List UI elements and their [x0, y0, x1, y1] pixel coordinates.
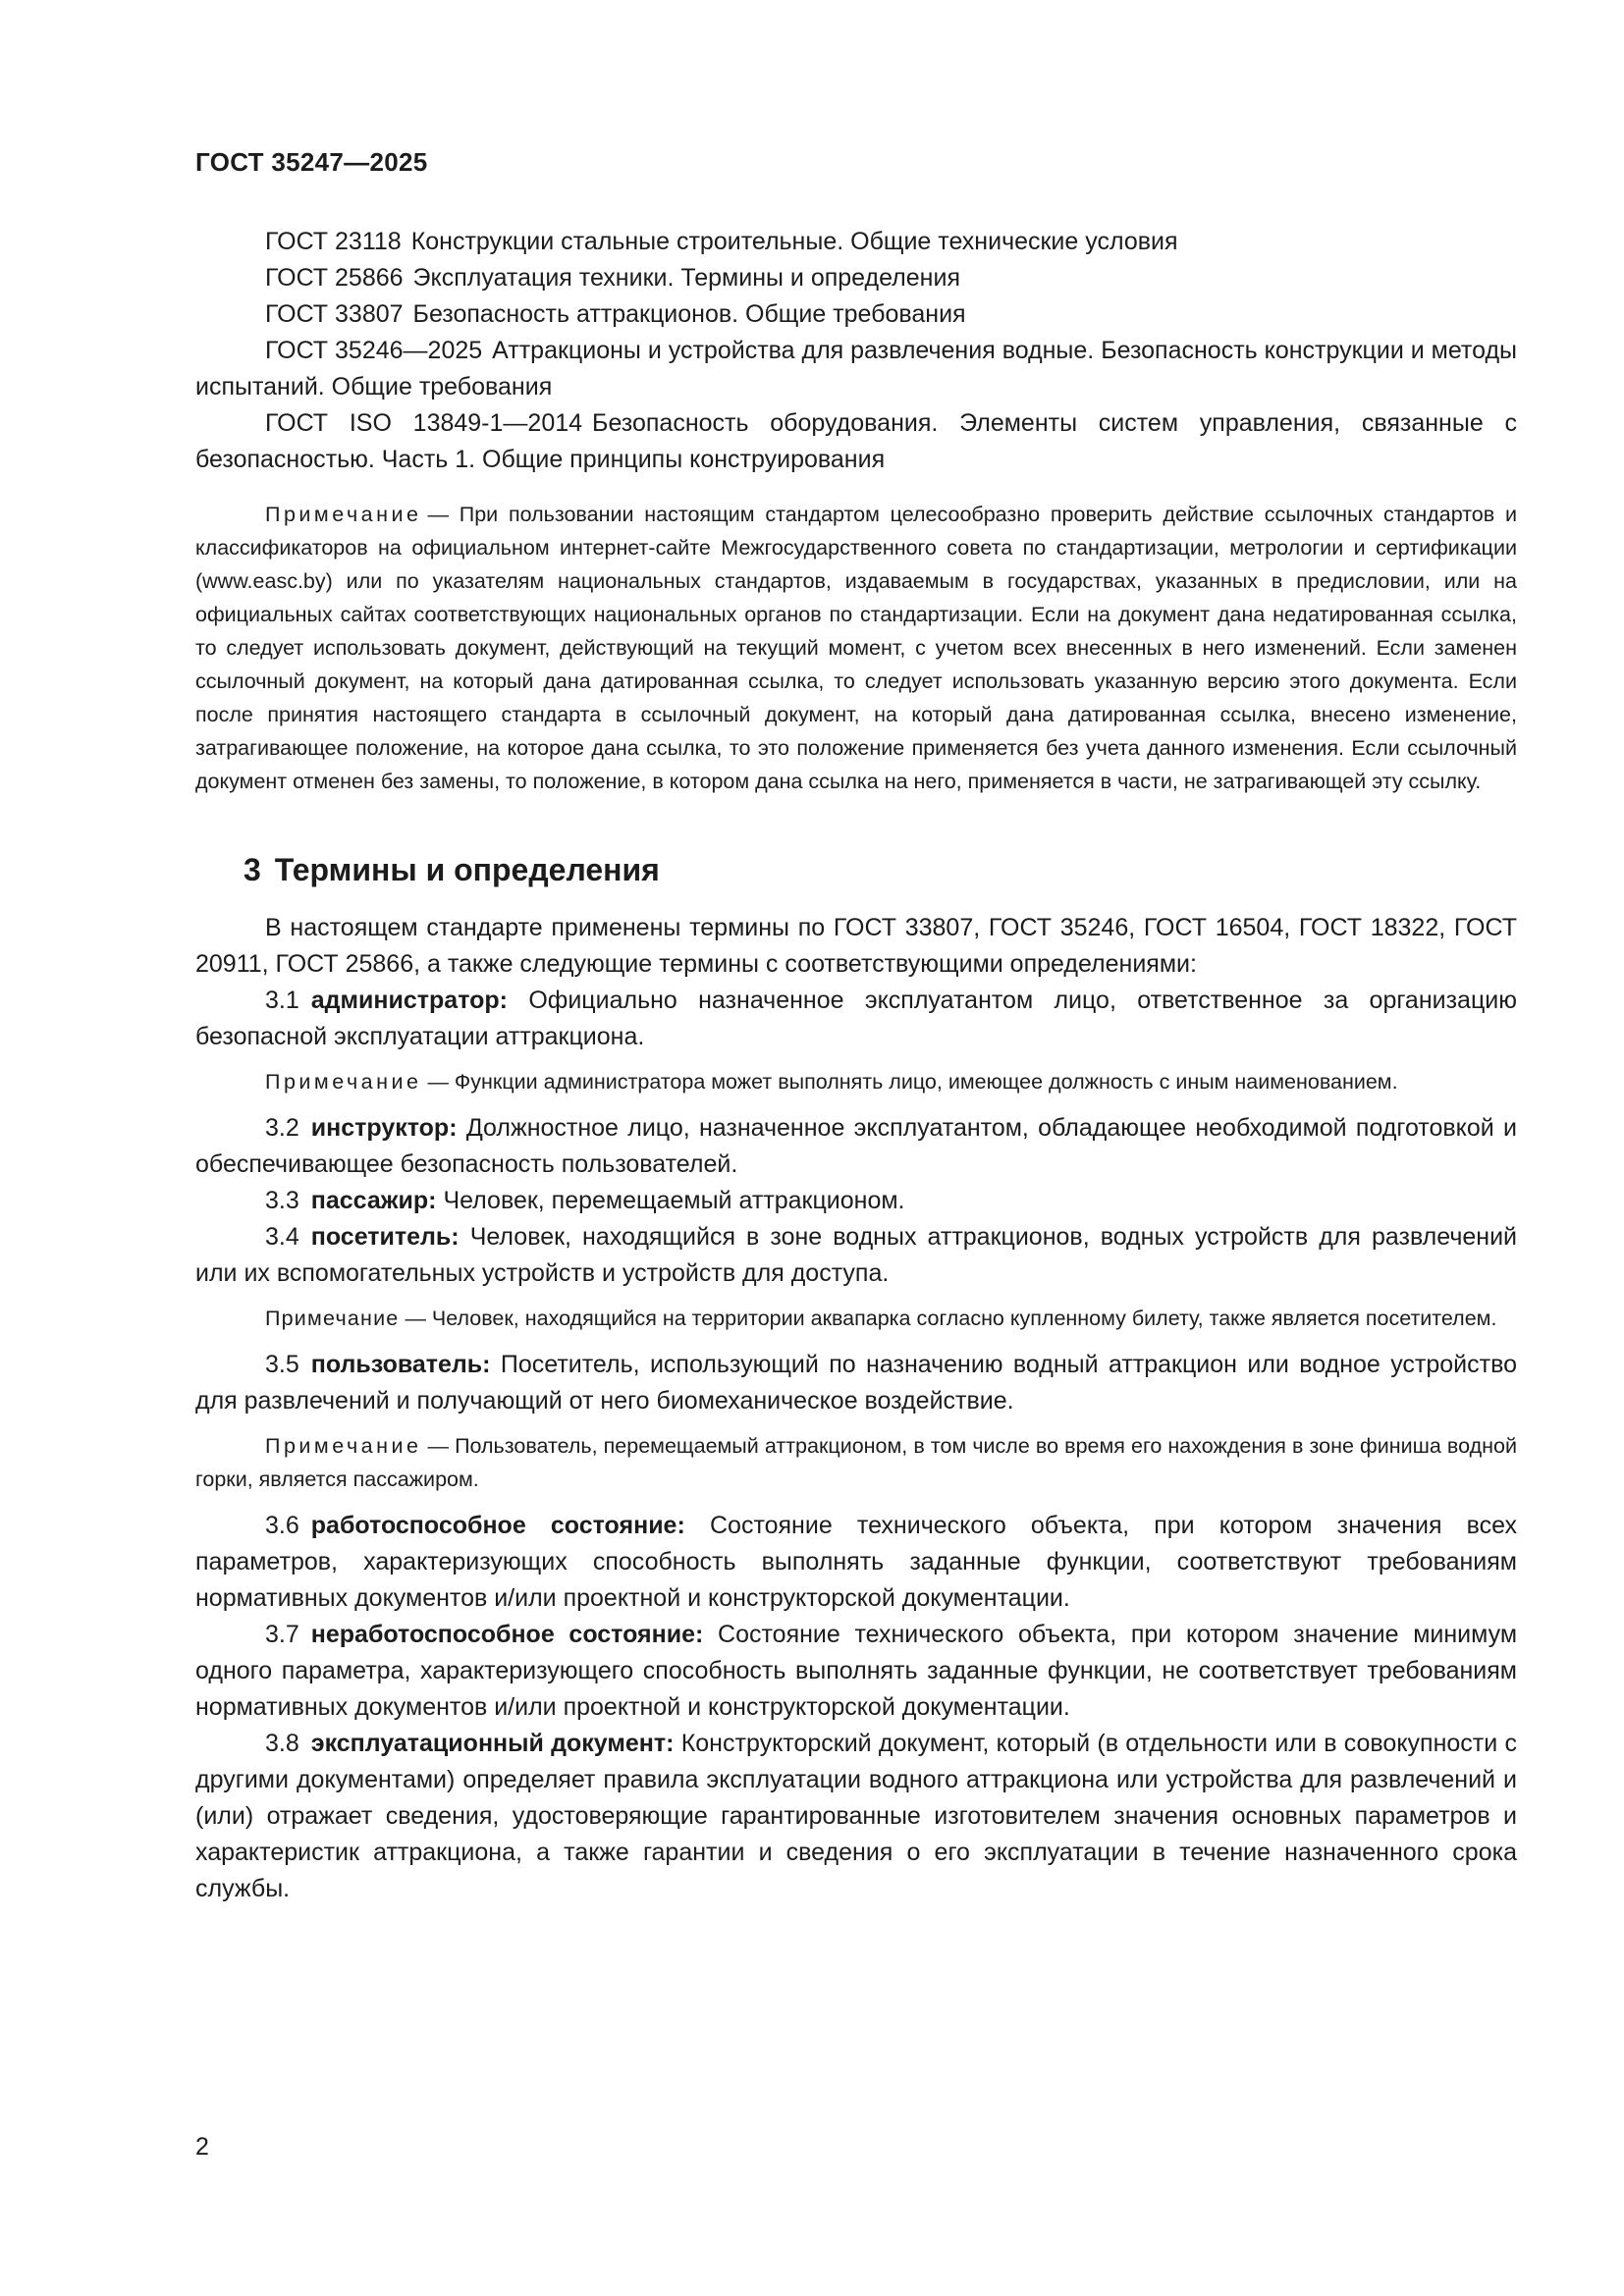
note-label: Примечание	[265, 1307, 400, 1330]
reference-code: ГОСТ 23118	[265, 228, 402, 255]
reference-code: ГОСТ 35246—2025	[265, 337, 483, 364]
term-number: 3.7	[265, 1621, 299, 1648]
reference-code: ГОСТ 25866	[265, 264, 404, 292]
term-3-1	[195, 983, 1517, 1055]
term-definition: Конструкторский документ, который (в отдельности или в совокупности с другими документами) определяет правила эксплуатации водного аттракциона или устройства для развлечений и (или) отражает сведения, удостоверяющие гарантированные изготовителем значения основных параметров и характеристик аттракциона, а также гарантии и сведения о его эксплуатации в течение назначенного срока службы.	[195, 1730, 1517, 1902]
note-text: — При пользовании настоящим стандартом целесообразно проверить действие ссылочных стандартов и классификаторов на официальном интернет-сайте Межгосударственного совета по стандартизации, метрологии и сертификации (www.easc.by) или по указателям национальных стандартов, издаваемым в государствах, указанных в предисловии, или на официальных сайтах соответствующих национальных органов по стандартизации. Если на документ дана недатированная ссылка, то следует использовать документ, действующий на текущий момент, с учетом всех внесенных в него изменений. Если заменен ссылочный документ, на который дана датированная ссылка, то следует использовать указанную версию этого документа. Если после принятия настоящего стандарта в ссылочный документ, на который дана датированная ссылка, внесено изменение, затрагивающее положение, на которое дана ссылка, то это положение применяется без учета данного изменения. Если ссылочный документ отменен без замены, то положение, в котором дана ссылка на него, применяется в части, не затрагивающей эту ссылку.	[195, 503, 1517, 793]
note-label: Примечание	[265, 503, 422, 526]
note-label: Примечание	[265, 1434, 422, 1458]
term-3-4	[195, 1219, 1517, 1292]
page-number: 2	[195, 2133, 209, 2161]
reference-code: ГОСТ ISO 13849-1—2014	[265, 409, 583, 437]
term-definition: Человек, находящийся в зоне водных аттракционов, водных устройств для развлечений или их вспомогательных устройств и устройств для доступа.	[195, 1223, 1517, 1287]
term-3-8	[195, 1726, 1517, 1907]
note-text: — Функции администратора может выполнять лицо, имеющее должность с иным наименованием.	[427, 1070, 1398, 1094]
term-note	[195, 1429, 1517, 1496]
reference-item	[195, 224, 1517, 260]
reference-title: Безопасность аттракционов. Общие требования	[412, 300, 966, 328]
reference-note	[195, 498, 1517, 798]
term-3-3	[195, 1183, 1517, 1219]
section-number: 3	[244, 852, 261, 887]
section-heading: Термины и определения	[274, 852, 660, 887]
term-number: 3.3	[265, 1187, 299, 1214]
reference-title: Эксплуатация техники. Термины и определения	[412, 264, 960, 292]
term-note	[195, 1302, 1517, 1335]
term-name: эксплуатационный документ:	[310, 1730, 675, 1757]
term-definition: Человек, перемещаемый аттракционом.	[443, 1187, 905, 1214]
term-note	[195, 1065, 1517, 1098]
note-text: — Человек, находящийся на территории аквапарка согласно купленному билету, также является посетителем.	[405, 1307, 1497, 1330]
reference-title: Безопасность оборудования. Элементы систем управления, связанные с безопасностью. Часть 1. Общие принципы конструирования	[195, 409, 1517, 473]
term-name: посетитель:	[310, 1223, 460, 1251]
document-header: ГОСТ 35247—2025	[195, 147, 428, 177]
note-text: — Пользователь, перемещаемый аттракционом, в том числе во время его нахождения в зоне финиша водной горки, является пассажиром.	[195, 1434, 1517, 1491]
term-definition: Посетитель, использующий по назначению водный аттракцион или водное устройство для развлечений и получающий от него биомеханическое воздействие.	[195, 1351, 1517, 1415]
reference-item	[195, 260, 1517, 296]
reference-item	[195, 296, 1517, 333]
section-title	[195, 852, 1517, 888]
term-3-2	[195, 1110, 1517, 1183]
term-name: инструктор:	[310, 1114, 458, 1142]
term-name: пользователь:	[310, 1351, 491, 1378]
reference-item	[195, 405, 1517, 478]
document-body	[195, 224, 1517, 1907]
reference-item	[195, 333, 1517, 405]
term-name: администратор:	[310, 987, 508, 1014]
reference-code: ГОСТ 33807	[265, 300, 404, 328]
term-name: неработоспособное состояние:	[310, 1621, 704, 1648]
term-name: работоспособное состояние:	[310, 1512, 685, 1539]
term-3-7	[195, 1617, 1517, 1726]
term-name: пассажир:	[310, 1187, 437, 1214]
term-number: 3.5	[265, 1351, 299, 1378]
term-number: 3.2	[265, 1114, 299, 1142]
term-number: 3.4	[265, 1223, 299, 1251]
term-definition: Состояние технического объекта, при котором значения всех параметров, характеризующих способность выполнять заданные функции, соответствуют требованиям нормативных документов и/или проектной и конструкторской документации.	[195, 1512, 1518, 1612]
term-number: 3.1	[265, 987, 299, 1014]
term-definition: Должностное лицо, назначенное эксплуатантом, обладающее необходимой подготовкой и обеспечивающее безопасность пользователей.	[195, 1114, 1517, 1178]
term-3-6	[195, 1508, 1517, 1617]
term-number: 3.6	[265, 1512, 299, 1539]
term-3-5	[195, 1347, 1517, 1419]
reference-title: Конструкции стальные строительные. Общие технические условия	[410, 228, 1178, 255]
term-definition: Официально назначенное эксплуатантом лицо, ответственное за организацию безопасной эксплуатации аттракциона.	[195, 987, 1517, 1050]
term-definition: Состояние технического объекта, при котором значение минимум одного параметра, характеризующего способность выполнять заданные функции, не соответствует требованиям нормативных документов и/или проектной и конструкторской документации.	[195, 1621, 1518, 1721]
note-label: Примечание	[265, 1070, 422, 1094]
term-number: 3.8	[265, 1730, 299, 1757]
section-intro: В настоящем стандарте применены термины по ГОСТ 33807, ГОСТ 35246, ГОСТ 16504, ГОСТ 18322, ГОСТ 20911, ГОСТ 25866, а также следующие термины с соответствующими определениями:	[195, 914, 1517, 978]
reference-title: Аттракционы и устройства для развлечения водные. Безопасность конструкции и методы испытаний. Общие требования	[195, 337, 1518, 400]
